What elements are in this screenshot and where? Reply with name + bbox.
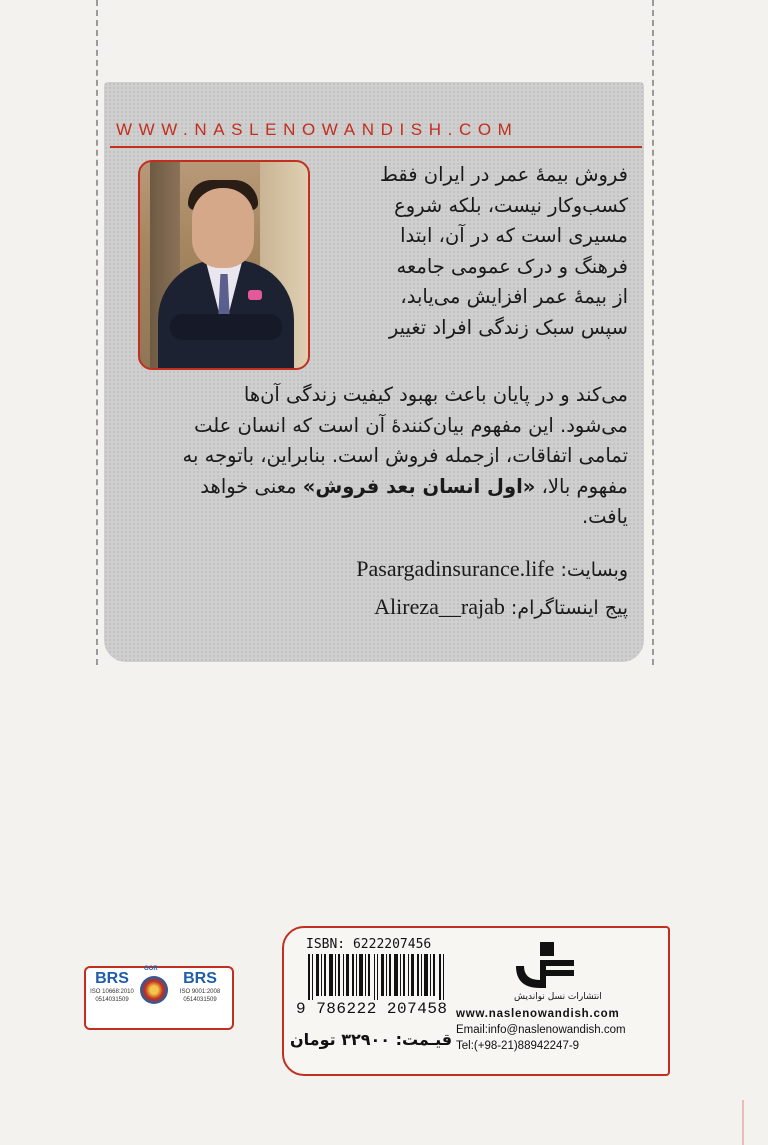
contact-phone: Tel:(+98-21)88942247-9 — [456, 1040, 580, 1052]
slogan: «اول انسان بعد فروش» — [302, 474, 536, 498]
text-line: می‌کند و در پایان باعث بهبود کیفیت زندگی آن‌ها — [243, 383, 628, 406]
website-value: Pasargadinsurance.life — [356, 556, 555, 581]
gor-seal-icon — [140, 976, 168, 1004]
description-text-lower — [118, 380, 628, 533]
instagram-value: Alireza__rajab — [374, 594, 505, 619]
description-text-upper — [320, 160, 628, 343]
website-info: وبسایت: Pasargadinsurance.life — [356, 556, 628, 581]
barcode — [308, 954, 448, 1000]
isbn-digits: 9 786222 207458 — [296, 1000, 448, 1018]
edge-line — [742, 1100, 744, 1145]
brs-cert-right: BRS ISO 9001:2008 0514031509 — [179, 970, 221, 1003]
gor-label: GOR — [144, 966, 158, 972]
author-photo — [138, 160, 310, 370]
text-line: یافت. — [581, 505, 628, 528]
publisher-name: انتشارات نسل نواندیش — [514, 992, 602, 1002]
contact-website: www.naslenowandish.com — [456, 1008, 620, 1020]
text-line: می‌شود. این مفهوم بیان‌کنندهٔ آن است که انسان علت — [194, 413, 628, 437]
left-dashed-border — [96, 0, 98, 665]
brs-cert-left: BRS ISO 10668:2010 0514031509 — [90, 970, 134, 1003]
publisher-website-header: WWW.NASLENOWANDISH.COM — [116, 120, 519, 139]
instagram-info: پیج اینستاگرام: Alireza__rajab — [374, 594, 628, 619]
price: قیـمت: ۳۲۹۰۰ تومان — [290, 1030, 453, 1049]
text-line-with-slogan: مفهوم بالا، «اول انسان بعد فروش» معنی خواهد — [200, 474, 628, 498]
text-line: تمامی اتفاقات، ازجمله فروش است. بنابراین، باتوجه به — [182, 444, 628, 467]
header-divider — [110, 146, 642, 148]
text-line: کسب‌وکار نیست، بلکه شروع — [394, 193, 628, 217]
text-line: مسیری است که در آن، ابتدا — [400, 224, 628, 247]
publisher-logo-icon — [512, 938, 578, 994]
right-dashed-border — [652, 0, 654, 665]
contact-email: Email:info@naslenowandish.com — [456, 1024, 626, 1036]
text-line: از بیمهٔ عمر افزایش می‌یابد، — [400, 285, 628, 308]
text-line: فروش بیمهٔ عمر در ایران فقط — [379, 163, 628, 186]
text-line: فرهنگ و درک عمومی جامعه — [396, 254, 628, 278]
isbn-label: ISBN: 6222207456 — [306, 937, 432, 952]
text-line: سپس سبک زندگی افراد تغییر — [388, 315, 628, 339]
